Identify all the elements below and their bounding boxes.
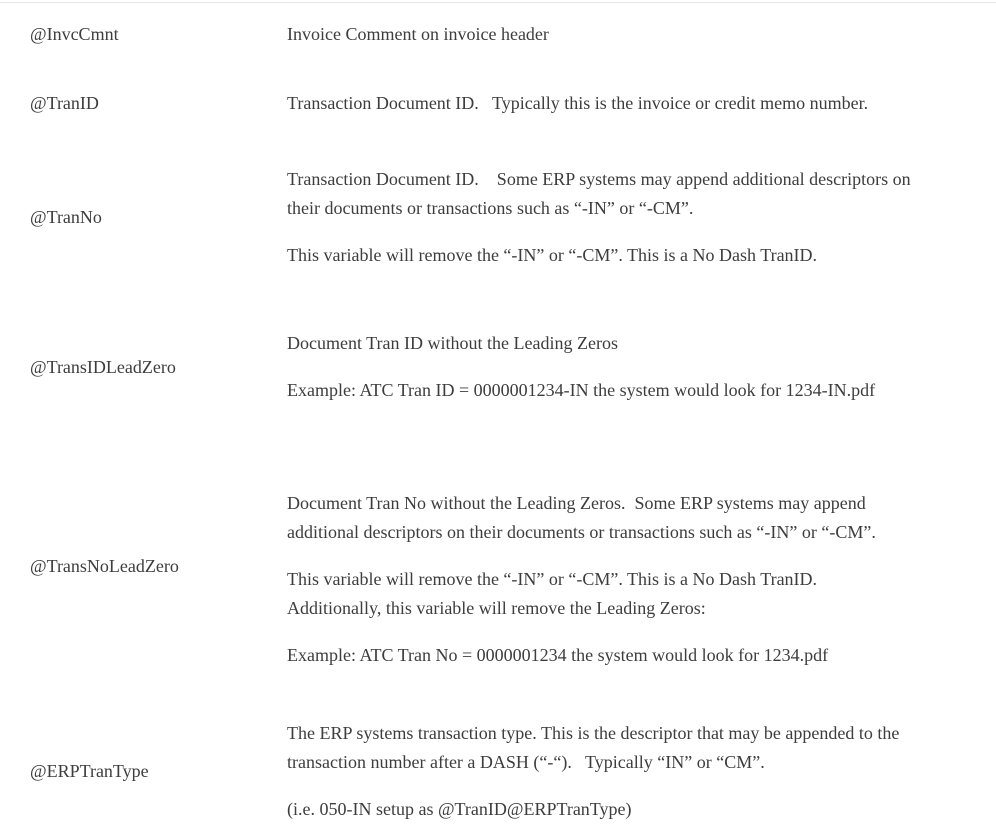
description-paragraph: Document Tran ID without the Leading Zeros (287, 333, 618, 353)
variable-name: @TranNo (30, 206, 102, 227)
description-paragraph: Transaction Document ID. Typically this is the invoice or credit memo number. (287, 92, 869, 113)
variable-description-cell (257, 141, 996, 293)
description-paragraph: This variable will remove the “-IN” or “-CM”. This is a No Dash TranID. Additionally, this variable will remove the Leading Zeros: (287, 569, 826, 618)
description-paragraph: Document Tran No without the Leading Zeros. Some ERP systems may append additional descriptors on their documents or transactions such as “-IN” or “-CM”. (287, 493, 876, 542)
variable-name: @InvcCmnt (30, 23, 119, 44)
variable-name-cell (0, 65, 257, 141)
variable-description-cell (257, 3, 996, 65)
variable-name: @TranID (30, 92, 99, 113)
variable-description-cell (257, 691, 996, 831)
variable-name: @ERPTranType (30, 760, 149, 781)
description-paragraph: Example: ATC Tran No = 0000001234 the system would look for 1234.pdf (287, 645, 829, 665)
table-row-tranno (0, 141, 996, 293)
description-paragraph: The ERP systems transaction type. This is the descriptor that may be appended to the transaction number after a DASH (“-“). Typically “IN” or “CM”. (287, 722, 904, 772)
description-paragraph: This variable will remove the “-IN” or “-CM”. This is a No Dash TranID. (287, 244, 818, 265)
table-row-tranid (0, 65, 996, 141)
description-paragraph: Invoice Comment on invoice header (287, 23, 549, 44)
variable-name: @TransIDLeadZero (30, 356, 176, 377)
variable-name-cell (0, 441, 257, 691)
table-row-transnoleadzero (0, 441, 996, 691)
variable-name-cell (0, 141, 257, 293)
erp-variables-table (0, 3, 996, 831)
table-row-transidleadzero (0, 293, 996, 441)
variable-name-cell (0, 691, 257, 831)
table-row-erptrantype (0, 691, 996, 831)
description-paragraph: Example: ATC Tran ID = 0000001234-IN the system would look for 1234-IN.pdf (287, 380, 876, 400)
variable-name: @TransNoLeadZero (30, 555, 179, 576)
variable-name-cell (0, 293, 257, 441)
description-paragraph: (i.e. 050-IN setup as @TranID@ERPTranType) (287, 798, 632, 819)
variable-description-cell (257, 441, 996, 691)
variable-name-cell (0, 3, 257, 65)
description-paragraph: Transaction Document ID. Some ERP systems may append additional descriptors on their documents or transactions such as “-IN” or “-CM”. (287, 168, 916, 218)
variable-description-cell (257, 65, 996, 141)
table-row-invccmnt (0, 3, 996, 65)
variable-description-cell (257, 293, 996, 441)
